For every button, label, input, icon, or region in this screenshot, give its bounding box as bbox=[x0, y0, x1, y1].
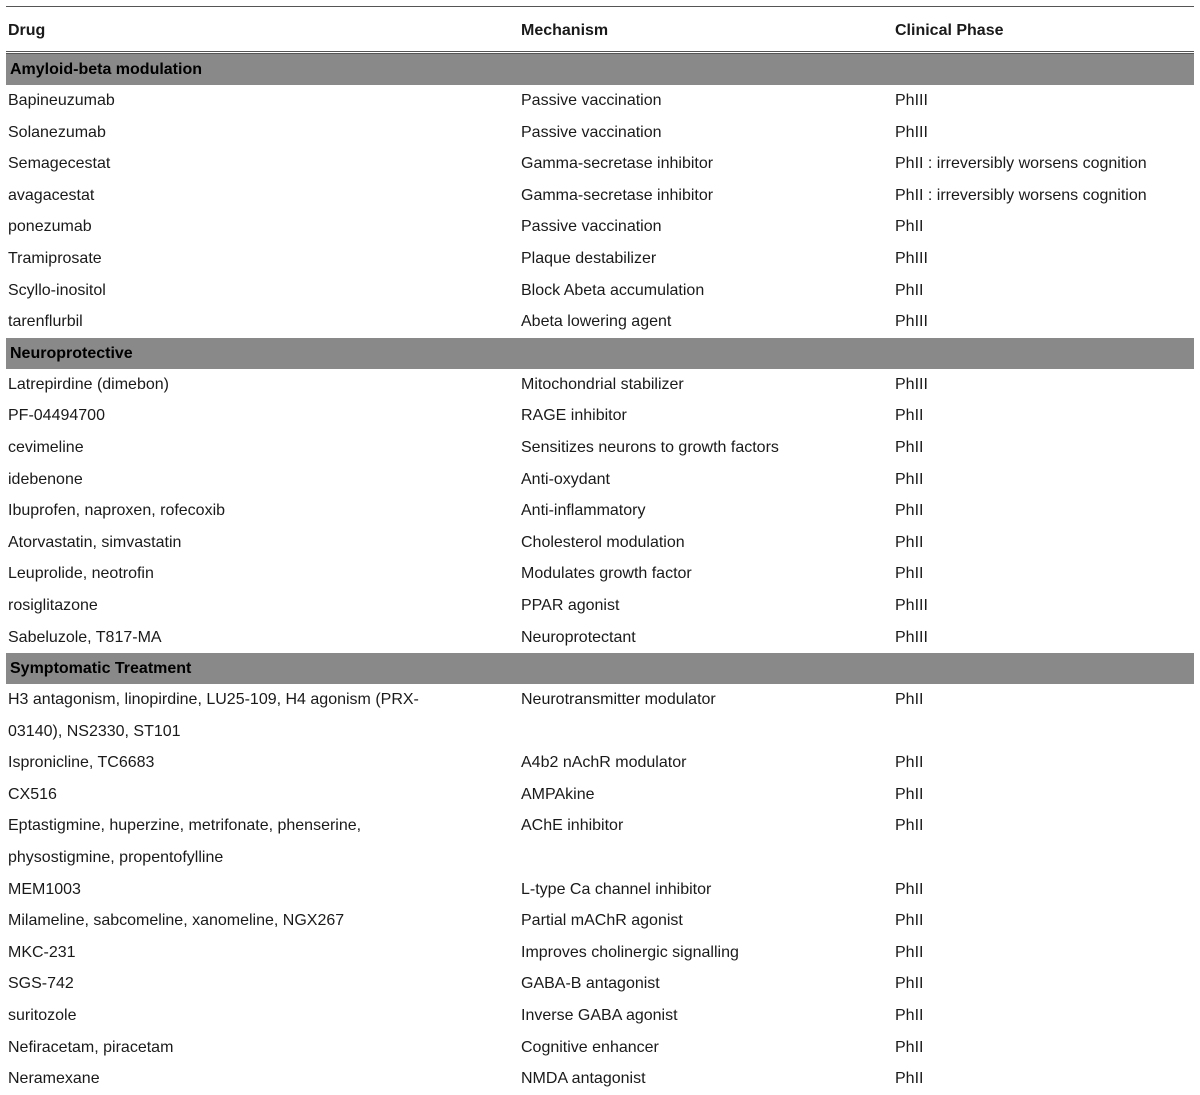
table-row bbox=[6, 590, 1194, 622]
mechanism-cell: L-type Ca channel inhibitor bbox=[521, 880, 712, 898]
drug-cell: idebenone bbox=[8, 470, 83, 488]
mechanism-cell: Anti-inflammatory bbox=[521, 502, 646, 520]
mechanism-cell: Passive vaccination bbox=[521, 123, 662, 141]
drug-cell: MKC-231 bbox=[8, 943, 76, 961]
phase-cell: PhIII bbox=[895, 628, 928, 646]
table-row bbox=[6, 779, 1194, 811]
mechanism-cell: Cognitive enhancer bbox=[521, 1038, 659, 1056]
table-row bbox=[6, 243, 1194, 275]
phase-cell: PhII bbox=[895, 785, 924, 803]
section-title: Amyloid-beta modulation bbox=[10, 61, 202, 78]
table-row bbox=[6, 464, 1194, 496]
drug-cell: avagacestat bbox=[8, 186, 95, 204]
drug-cell: Milameline, sabcomeline, xanomeline, NGX267 bbox=[8, 912, 345, 930]
phase-cell: PhIII bbox=[895, 596, 928, 614]
table-row bbox=[6, 937, 1194, 969]
drug-table bbox=[6, 6, 1194, 1095]
phase-cell: PhII bbox=[895, 533, 924, 551]
phase-cell: PhII bbox=[895, 754, 924, 772]
phase-cell: PhII : irreversibly worsens cognition bbox=[895, 186, 1147, 204]
table-row bbox=[6, 527, 1194, 559]
table-row bbox=[6, 905, 1194, 937]
section-header bbox=[6, 54, 1194, 85]
mechanism-cell: Cholesterol modulation bbox=[521, 533, 685, 551]
phase-cell: PhII bbox=[895, 502, 924, 520]
phase-cell: PhIII bbox=[895, 313, 928, 331]
phase-cell: PhII bbox=[895, 691, 924, 709]
table-row bbox=[6, 810, 1194, 873]
mechanism-cell: Partial mAChR agonist bbox=[521, 912, 683, 930]
section-header bbox=[6, 338, 1194, 369]
phase-cell: PhIII bbox=[895, 249, 928, 267]
table-row bbox=[6, 558, 1194, 590]
mechanism-cell: Neuroprotectant bbox=[521, 628, 636, 646]
mechanism-cell: Inverse GABA agonist bbox=[521, 1007, 678, 1025]
table-body bbox=[6, 54, 1194, 1095]
table-row bbox=[6, 180, 1194, 212]
drug-cell: H3 antagonism, linopirdine, LU25-109, H4 agonism (PRX-03140), NS2330, ST101 bbox=[8, 691, 419, 740]
drug-cell: PF-04494700 bbox=[8, 407, 105, 425]
drug-cell: Sabeluzole, T817-MA bbox=[8, 628, 162, 646]
mechanism-cell: Modulates growth factor bbox=[521, 565, 692, 583]
drug-cell: Neramexane bbox=[8, 1070, 100, 1088]
phase-cell: PhII bbox=[895, 880, 924, 898]
phase-cell: PhII bbox=[895, 438, 924, 456]
phase-cell: PhIII bbox=[895, 123, 928, 141]
phase-cell: PhII bbox=[895, 912, 924, 930]
mechanism-cell: Block Abeta accumulation bbox=[521, 281, 705, 299]
table-row bbox=[6, 1063, 1194, 1095]
table-row bbox=[6, 432, 1194, 464]
phase-cell: PhII bbox=[895, 817, 924, 835]
table-row bbox=[6, 684, 1194, 747]
mechanism-cell: Mitochondrial stabilizer bbox=[521, 375, 684, 393]
section-title: Neuroprotective bbox=[10, 344, 133, 362]
mechanism-cell: AChE inhibitor bbox=[521, 817, 624, 835]
table-row bbox=[6, 148, 1194, 180]
phase-cell: PhII bbox=[895, 1070, 924, 1088]
mechanism-cell: Gamma-secretase inhibitor bbox=[521, 186, 714, 204]
phase-cell: PhII : irreversibly worsens cognition bbox=[895, 155, 1147, 173]
table-row bbox=[6, 211, 1194, 243]
header-clinical-phase: Clinical Phase bbox=[895, 22, 1004, 39]
drug-cell: Atorvastatin, simvastatin bbox=[8, 533, 182, 551]
mechanism-cell: Neurotransmitter modulator bbox=[521, 691, 716, 709]
mechanism-cell: RAGE inhibitor bbox=[521, 407, 627, 425]
drug-cell: tarenflurbil bbox=[8, 313, 83, 331]
table-row bbox=[6, 306, 1194, 338]
mechanism-cell: Anti-oxydant bbox=[521, 470, 610, 488]
header-mechanism: Mechanism bbox=[521, 22, 609, 39]
phase-cell: PhII bbox=[895, 943, 924, 961]
mechanism-cell: PPAR agonist bbox=[521, 596, 620, 614]
drug-cell: Latrepirdine (dimebon) bbox=[8, 375, 169, 393]
mechanism-cell: Passive vaccination bbox=[521, 92, 662, 109]
mechanism-cell: Passive vaccination bbox=[521, 218, 662, 236]
drug-cell: ponezumab bbox=[8, 218, 92, 236]
drug-cell: SGS-742 bbox=[8, 975, 74, 993]
drug-cell: Scyllo-inositol bbox=[8, 281, 106, 299]
table-header-row bbox=[6, 7, 1194, 54]
drug-cell: Tramiprosate bbox=[8, 249, 102, 267]
section-title: Symptomatic Treatment bbox=[10, 660, 192, 678]
drug-cell: rosiglitazone bbox=[8, 596, 98, 614]
drug-cell: Eptastigmine, huperzine, metrifonate, phenserine, physostigmine, propentofylline bbox=[8, 817, 362, 867]
drug-cell: Leuprolide, neotrofin bbox=[8, 565, 154, 583]
drug-cell: Nefiracetam, piracetam bbox=[8, 1038, 174, 1056]
mechanism-cell: AMPAkine bbox=[521, 785, 595, 803]
table-row bbox=[6, 495, 1194, 527]
mechanism-cell: Gamma-secretase inhibitor bbox=[521, 155, 714, 173]
table-row bbox=[6, 400, 1194, 432]
table-row bbox=[6, 1032, 1194, 1064]
table-row bbox=[6, 275, 1194, 307]
phase-cell: PhII bbox=[895, 1007, 924, 1025]
table-row bbox=[6, 968, 1194, 1000]
phase-cell: PhII bbox=[895, 407, 924, 425]
phase-cell: PhII bbox=[895, 218, 924, 236]
drug-cell: CX516 bbox=[8, 785, 57, 803]
table-row bbox=[6, 369, 1194, 401]
table-row bbox=[6, 874, 1194, 906]
table-row bbox=[6, 747, 1194, 779]
mechanism-cell: GABA-B antagonist bbox=[521, 975, 660, 993]
table-row bbox=[6, 85, 1194, 117]
mechanism-cell: A4b2 nAchR modulator bbox=[521, 754, 687, 772]
drug-cell: Ibuprofen, naproxen, rofecoxib bbox=[8, 502, 226, 520]
phase-cell: PhII bbox=[895, 975, 924, 993]
drug-cell: cevimeline bbox=[8, 438, 84, 456]
drug-cell: Ispronicline, TC6683 bbox=[8, 754, 155, 772]
phase-cell: PhII bbox=[895, 1038, 924, 1056]
phase-cell: PhIII bbox=[895, 375, 928, 393]
table-row bbox=[6, 1000, 1194, 1032]
drug-cell: suritozole bbox=[8, 1007, 77, 1025]
phase-cell: PhII bbox=[895, 470, 924, 488]
phase-cell: PhIII bbox=[895, 92, 928, 109]
drug-cell: MEM1003 bbox=[8, 880, 81, 898]
table-row bbox=[6, 622, 1194, 654]
mechanism-cell: Improves cholinergic signalling bbox=[521, 943, 739, 961]
section-header bbox=[6, 653, 1194, 684]
mechanism-cell: Abeta lowering agent bbox=[521, 313, 672, 331]
table-row bbox=[6, 117, 1194, 149]
phase-cell: PhII bbox=[895, 281, 924, 299]
mechanism-cell: Plaque destabilizer bbox=[521, 249, 657, 267]
header-drug: Drug bbox=[8, 22, 46, 39]
phase-cell: PhII bbox=[895, 565, 924, 583]
mechanism-cell: NMDA antagonist bbox=[521, 1070, 646, 1088]
drug-cell: Solanezumab bbox=[8, 123, 106, 141]
mechanism-cell: Sensitizes neurons to growth factors bbox=[521, 438, 779, 456]
drug-cell: Semagecestat bbox=[8, 155, 111, 173]
drug-cell: Bapineuzumab bbox=[8, 92, 115, 109]
